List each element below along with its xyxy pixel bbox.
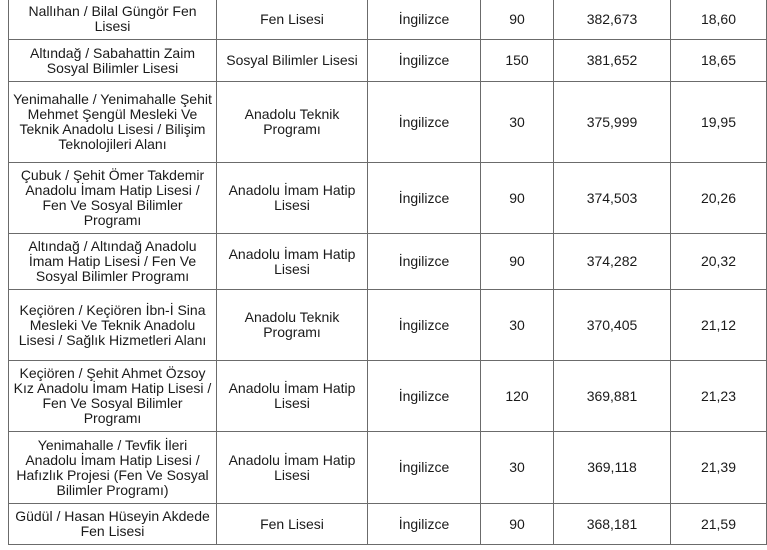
base-score-cell: 374,503 xyxy=(554,163,671,234)
language-cell: İngilizce xyxy=(368,40,481,82)
school-type-cell: Fen Lisesi xyxy=(217,0,368,40)
language-cell: İngilizce xyxy=(368,0,481,40)
school-name-cell: Nallıhan / Bilal Güngör Fen Lisesi xyxy=(9,0,217,40)
school-type-cell: Anadolu Teknik Programı xyxy=(217,82,368,163)
base-score-cell: 370,405 xyxy=(554,290,671,361)
table-row xyxy=(9,82,767,163)
quota-cell: 150 xyxy=(481,40,554,82)
quota-cell: 30 xyxy=(481,82,554,163)
percentile-cell: 18,65 xyxy=(671,40,767,82)
quota-cell: 90 xyxy=(481,0,554,40)
table-row xyxy=(9,0,767,40)
language-cell: İngilizce xyxy=(368,163,481,234)
school-type-cell: Anadolu Teknik Programı xyxy=(217,290,368,361)
base-score-cell: 382,673 xyxy=(554,0,671,40)
school-type-cell: Anadolu İmam Hatip Lisesi xyxy=(217,163,368,234)
quota-cell: 90 xyxy=(481,504,554,545)
quota-cell: 30 xyxy=(481,432,554,504)
table-row xyxy=(9,504,767,545)
school-name-cell: Yenimahalle / Yenimahalle Şehit Mehmet Şengül Mesleki Ve Teknik Anadolu Lisesi / Bilişim Teknolojileri Alanı xyxy=(9,82,217,163)
school-results-table xyxy=(8,0,767,545)
language-cell: İngilizce xyxy=(368,82,481,163)
percentile-cell: 19,95 xyxy=(671,82,767,163)
quota-cell: 120 xyxy=(481,361,554,432)
percentile-cell: 20,32 xyxy=(671,234,767,290)
school-name-cell: Altındağ / Altındağ Anadolu İmam Hatip Lisesi / Fen Ve Sosyal Bilimler Programı xyxy=(9,234,217,290)
school-name-cell: Yenimahalle / Tevfik İleri Anadolu İmam Hatip Lisesi / Hafızlık Projesi (Fen Ve Sosyal Bilimler Programı) xyxy=(9,432,217,504)
table-row xyxy=(9,432,767,504)
base-score-cell: 381,652 xyxy=(554,40,671,82)
percentile-cell: 21,39 xyxy=(671,432,767,504)
base-score-cell: 369,118 xyxy=(554,432,671,504)
percentile-cell: 21,23 xyxy=(671,361,767,432)
language-cell: İngilizce xyxy=(368,234,481,290)
base-score-cell: 368,181 xyxy=(554,504,671,545)
base-score-cell: 369,881 xyxy=(554,361,671,432)
school-type-cell: Fen Lisesi xyxy=(217,504,368,545)
table-row xyxy=(9,361,767,432)
percentile-cell: 21,59 xyxy=(671,504,767,545)
table-row xyxy=(9,40,767,82)
table-row xyxy=(9,290,767,361)
base-score-cell: 374,282 xyxy=(554,234,671,290)
school-name-cell: Keçiören / Şehit Ahmet Özsoy Kız Anadolu İmam Hatip Lisesi / Fen Ve Sosyal Bilimler Programı xyxy=(9,361,217,432)
percentile-cell: 21,12 xyxy=(671,290,767,361)
language-cell: İngilizce xyxy=(368,504,481,545)
quota-cell: 30 xyxy=(481,290,554,361)
school-type-cell: Anadolu İmam Hatip Lisesi xyxy=(217,361,368,432)
school-name-cell: Altındağ / Sabahattin Zaim Sosyal Bilimler Lisesi xyxy=(9,40,217,82)
school-name-cell: Çubuk / Şehit Ömer Takdemir Anadolu İmam Hatip Lisesi / Fen Ve Sosyal Bilimler Programı xyxy=(9,163,217,234)
language-cell: İngilizce xyxy=(368,432,481,504)
percentile-cell: 20,26 xyxy=(671,163,767,234)
language-cell: İngilizce xyxy=(368,361,481,432)
school-type-cell: Sosyal Bilimler Lisesi xyxy=(217,40,368,82)
table-row xyxy=(9,234,767,290)
school-name-cell: Keçiören / Keçiören İbn-İ Sina Mesleki Ve Teknik Anadolu Lisesi / Sağlık Hizmetleri Alanı xyxy=(9,290,217,361)
quota-cell: 90 xyxy=(481,163,554,234)
school-type-cell: Anadolu İmam Hatip Lisesi xyxy=(217,234,368,290)
base-score-cell: 375,999 xyxy=(554,82,671,163)
table-row xyxy=(9,163,767,234)
percentile-cell: 18,60 xyxy=(671,0,767,40)
school-name-cell: Güdül / Hasan Hüseyin Akdede Fen Lisesi xyxy=(9,504,217,545)
language-cell: İngilizce xyxy=(368,290,481,361)
school-type-cell: Anadolu İmam Hatip Lisesi xyxy=(217,432,368,504)
quota-cell: 90 xyxy=(481,234,554,290)
